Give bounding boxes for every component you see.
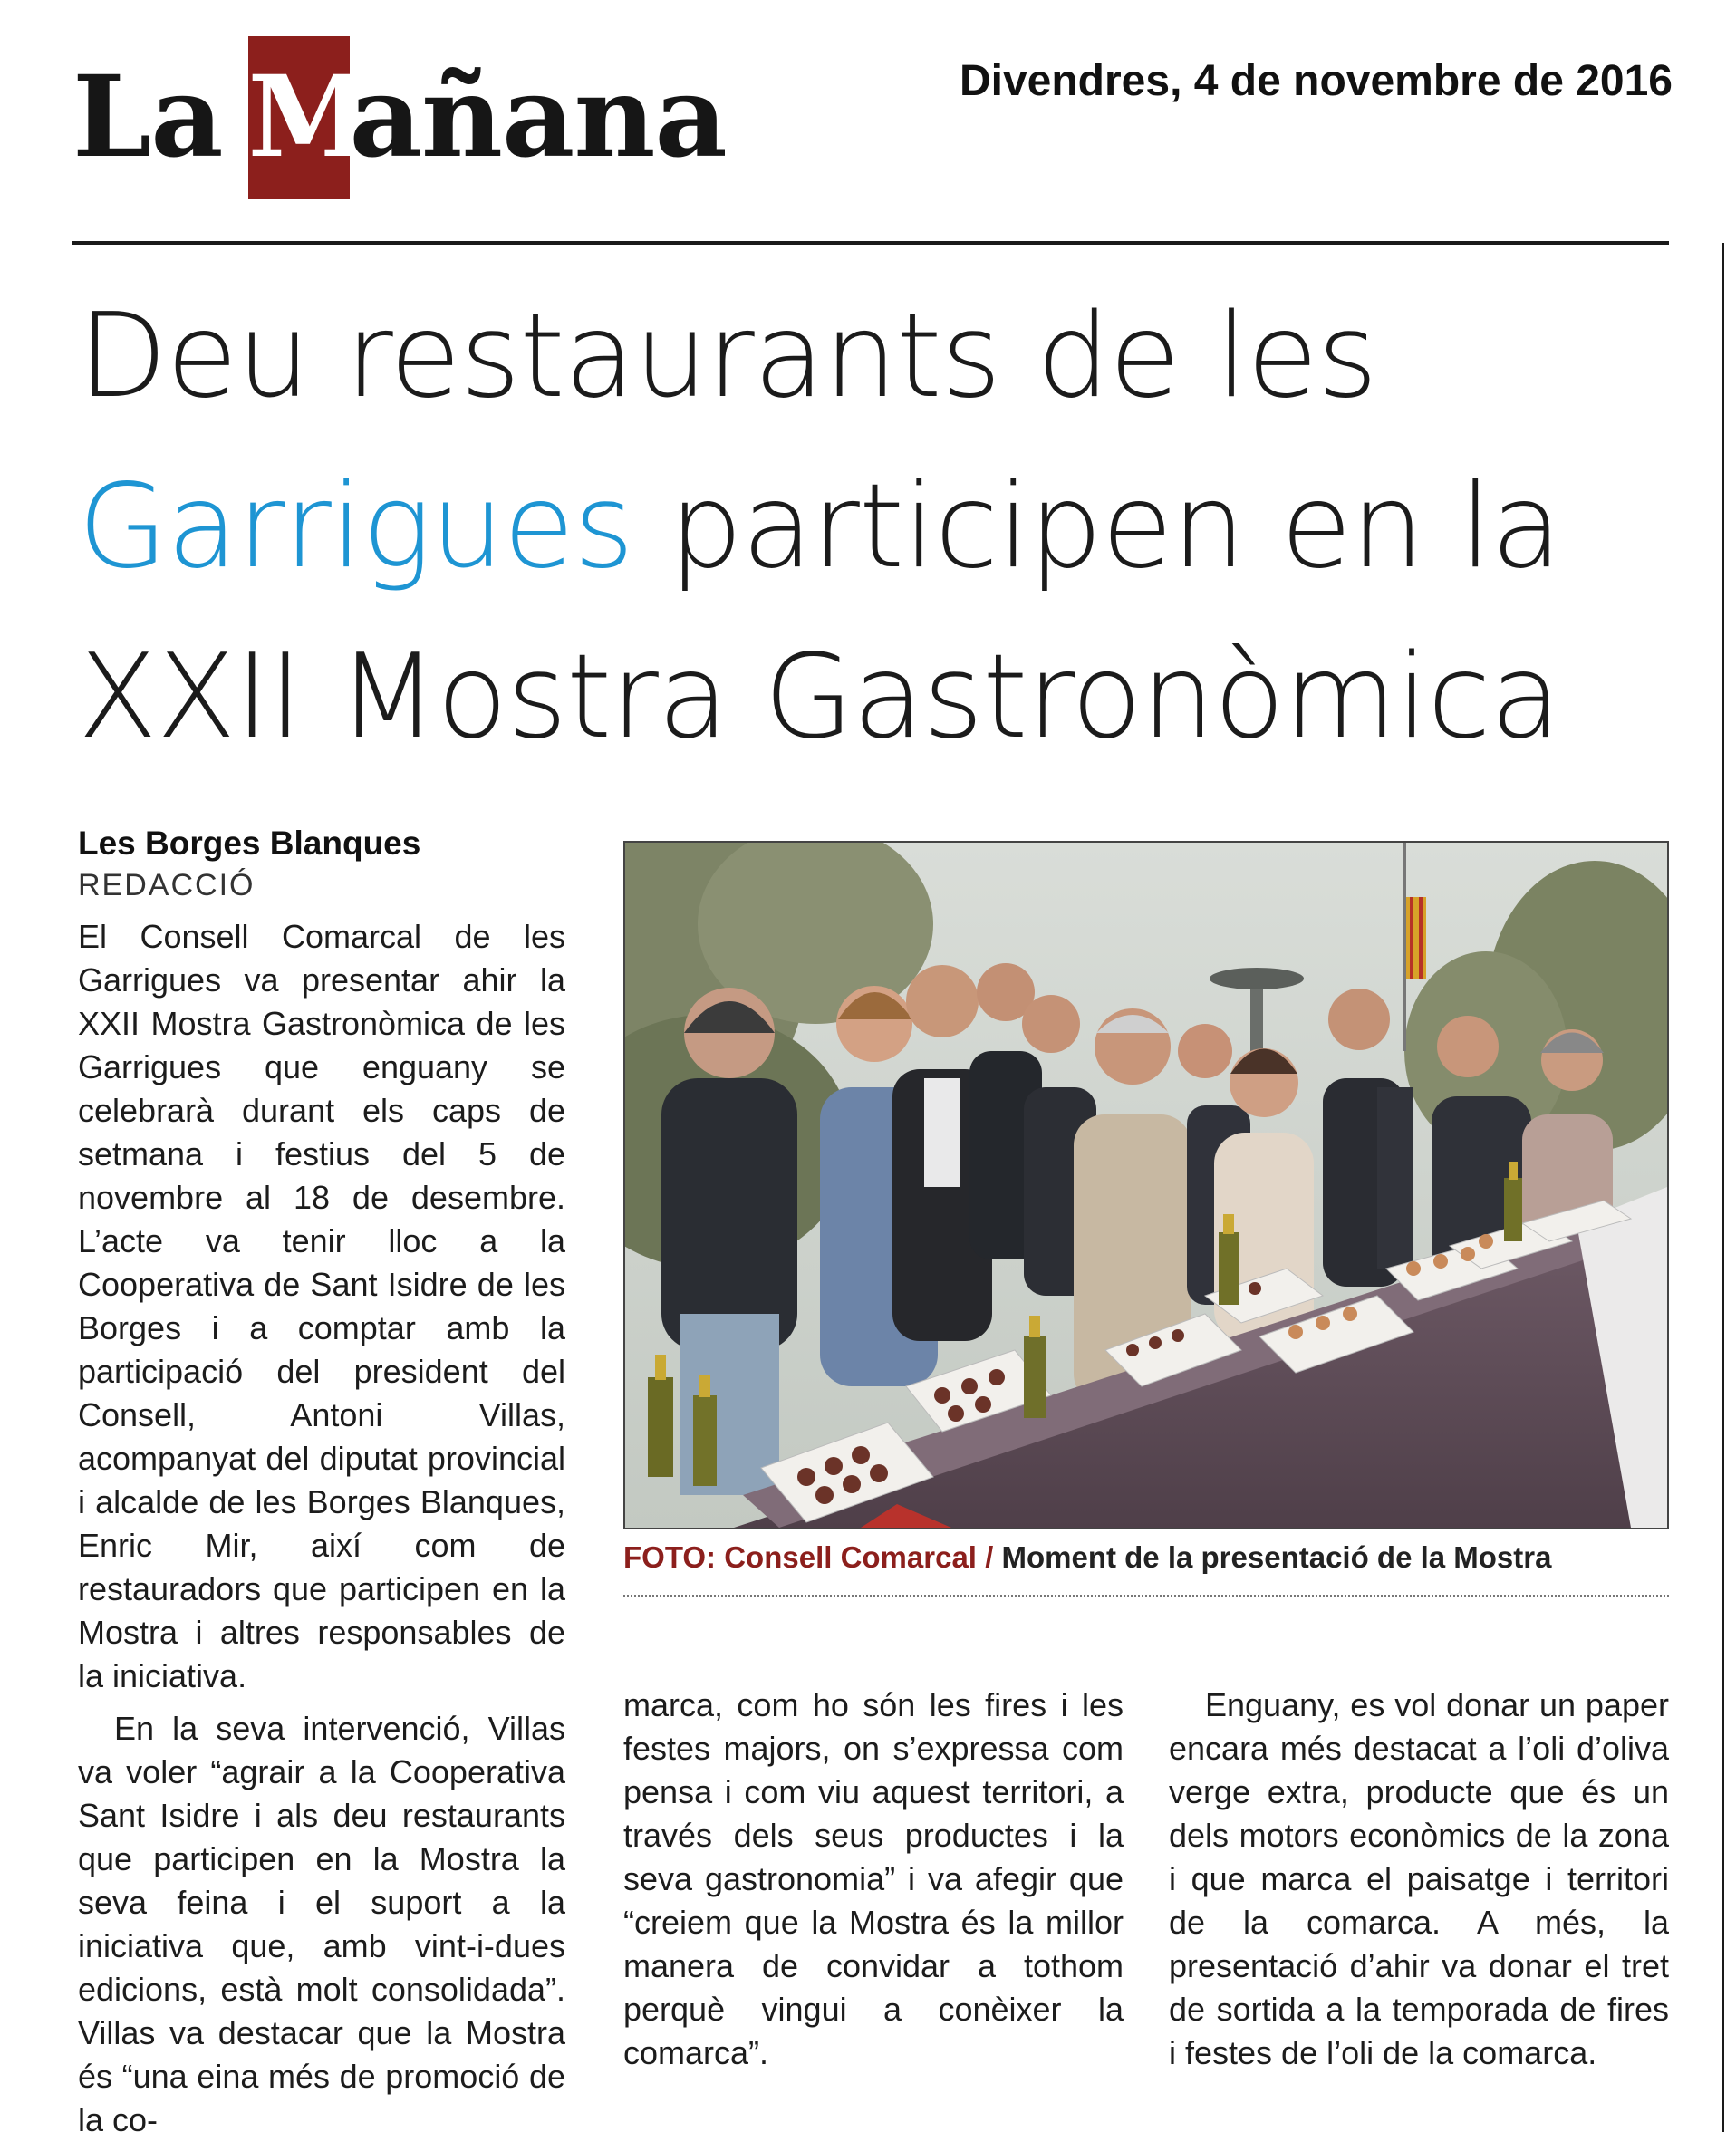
article-column-3 [1169, 1684, 1669, 2075]
headline-line-2 [78, 442, 1691, 613]
article-photo [623, 841, 1669, 1529]
article-column-1 [78, 915, 565, 2142]
column-edge-rule [1722, 243, 1724, 2132]
newspaper-masthead [72, 36, 727, 199]
header-divider [72, 241, 1669, 245]
byline-author: REDACCIÓ [78, 868, 256, 902]
article-paragraph-3: marca, com ho són les fires i les festes majors, on s’expressa com pensa i com viu aquest territori, a través dels seus productes i la seva gastronomia” i va afegir que “creiem que la Mostra és la millor manera de convidar a tothom perquè vingui a conèixer la comarca”. [623, 1686, 1124, 2071]
photo-credit: FOTO: Consell Comarcal / [623, 1540, 994, 1574]
headline-line-1: Deu restaurants de les [78, 289, 1377, 424]
logo-word-la: La [72, 52, 223, 183]
article-column-2 [623, 1684, 1124, 2075]
newspaper-logo [72, 36, 727, 199]
photo-illustration [625, 843, 1667, 1528]
headline-line-2-rest: participen en la [632, 459, 1561, 594]
logo-word-ana: añana [349, 52, 727, 183]
caption-divider [623, 1595, 1669, 1597]
photo-caption-text: Moment de la presentació de la Mostra [993, 1540, 1552, 1574]
headline-accent-word: Garrigues [78, 459, 633, 594]
byline-place: Les Borges Blanques [78, 825, 421, 862]
article-paragraph-2: En la seva intervenció, Villas va voler “agrair a la Cooperativa Sant Isidre i als deu restaurants que participen en la Mostra la seva feina i el suport a la iniciativa que, amb vint-i-dues edicions, està molt consolidada”. Villas va destacar que la Mostra és “una eina més de promoció de la co- [78, 1710, 565, 2138]
logo-m-box: M [248, 36, 350, 199]
photo-caption [623, 1540, 1665, 1575]
publication-date: Divendres, 4 de novembre de 2016 [959, 57, 1673, 105]
article-paragraph-1: El Consell Comarcal de les Garrigues va presentar ahir la XXII Mostra Gastronòmica de les Garrigues que enguany se celebrarà durant els caps de setmana i festius del 5 de novembre al 18 de desembre. L’acte va tenir lloc a la Cooperativa de Sant Isidre de les Borges i a comptar amb la participació del president del Consell, Antoni Villas, acompanyat del diputat provincial i alcalde de les Borges Blanques, Enric Mir, així com de restauradors que participen en la Mostra i altres responsables de la iniciativa. [78, 918, 565, 1694]
article-headline [78, 272, 1691, 783]
headline-line-3: XXII Mostra Gastronòmica [78, 630, 1561, 765]
article-paragraph-4: Enguany, es vol donar un paper encara més destacat a l’oli d’oliva verge extra, producte que és un dels motors econòmics de la zona i que marca el paisatge i territori de la comarca. A més, la presentació d’ahir va donar el tret de sortida a la temporada de fires i festes de l’oli de la comarca. [1169, 1686, 1669, 2071]
